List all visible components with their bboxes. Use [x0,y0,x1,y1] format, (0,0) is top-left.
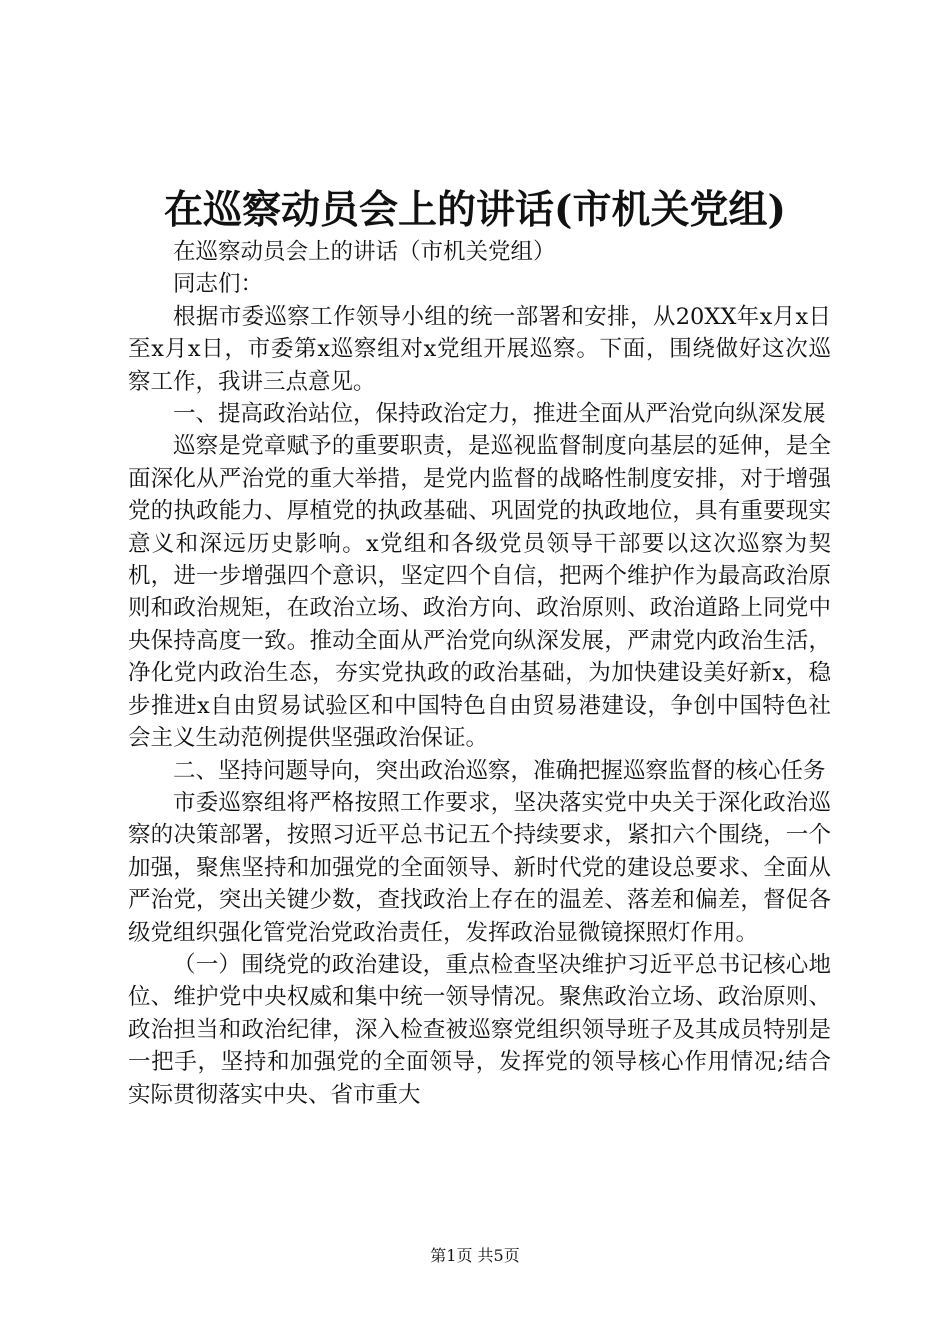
section-heading-1: 一、提高政治站位，保持政治定力，推进全面从严治党向纵深发展 [173,401,826,428]
salutation-paragraph: 同志们： [173,271,264,298]
document-body [128,236,831,1111]
section-heading-2: 二、坚持问题导向，突出政治巡察，准确把握巡察监督的核心任务 [173,757,826,784]
intro-paragraph: 根据市委巡察工作领导小组的统一部署和安排，从20XX年x月x日至x月x日，市委第x巡察组对x党组开展巡察。下面，围绕做好这次巡察工作，我讲三点意见。 [128,303,831,395]
body-paragraph: （一）围绕党的政治建设，重点检查坚决维护习近平总书记核心地位、维护党中央权威和集中统一领导情况。聚焦政治立场、政治原则、政治担当和政治纪律，深入检查被巡察党组织领导班子及其成员特别是一把手，坚持和加强党的全面领导，发挥党的领导核心作用情况;结合实际贯彻落实中央、省市重大 [128,951,831,1108]
subtitle-paragraph: 在巡察动员会上的讲话（市机关党组） [173,239,556,265]
page-number-footer: 第1页 共5页 [430,1246,520,1265]
document-title: 在巡察动员会上的讲话(市机关党组) [164,187,786,233]
body-paragraph: 巡察是党章赋予的重要职责，是巡视监督制度向基层的延伸，是全面深化从严治党的重大举措，是党内监督的战略性制度安排，对于增强党的执政能力、厚植党的执政基础、巩固党的执政地位，具有重要现实意义和深远历史影响。x党组和各级党员领导干部要以这次巡察为契机，进一步增强四个意识，坚定四个自信，把两个维护作为最高政治原则和政治规矩，在政治立场、政治方向、政治原则、政治道路上同党中央保持高度一致。推动全面从严治党向纵深发展，严肃党内政治生活，净化党内政治生态，夯实党执政的政治基础，为加快建设美好新x，稳步推进x自由贸易试验区和中国特色自由贸易港建设，争创中国特色社会主义生动范例提供坚强政治保证。 [128,433,831,752]
body-paragraph: 市委巡察组将严格按照工作要求，坚决落实党中央关于深化政治巡察的决策部署，按照习近平总书记五个持续要求，紧扣六个围绕，一个加强，聚焦坚持和加强党的全面领导、新时代党的建设总要求、全面从严治党，突出关键少数，查找政治上存在的温差、落差和偏差，督促各级党组织强化管党治党政治责任，发挥政治显微镜探照灯作用。 [128,789,831,946]
